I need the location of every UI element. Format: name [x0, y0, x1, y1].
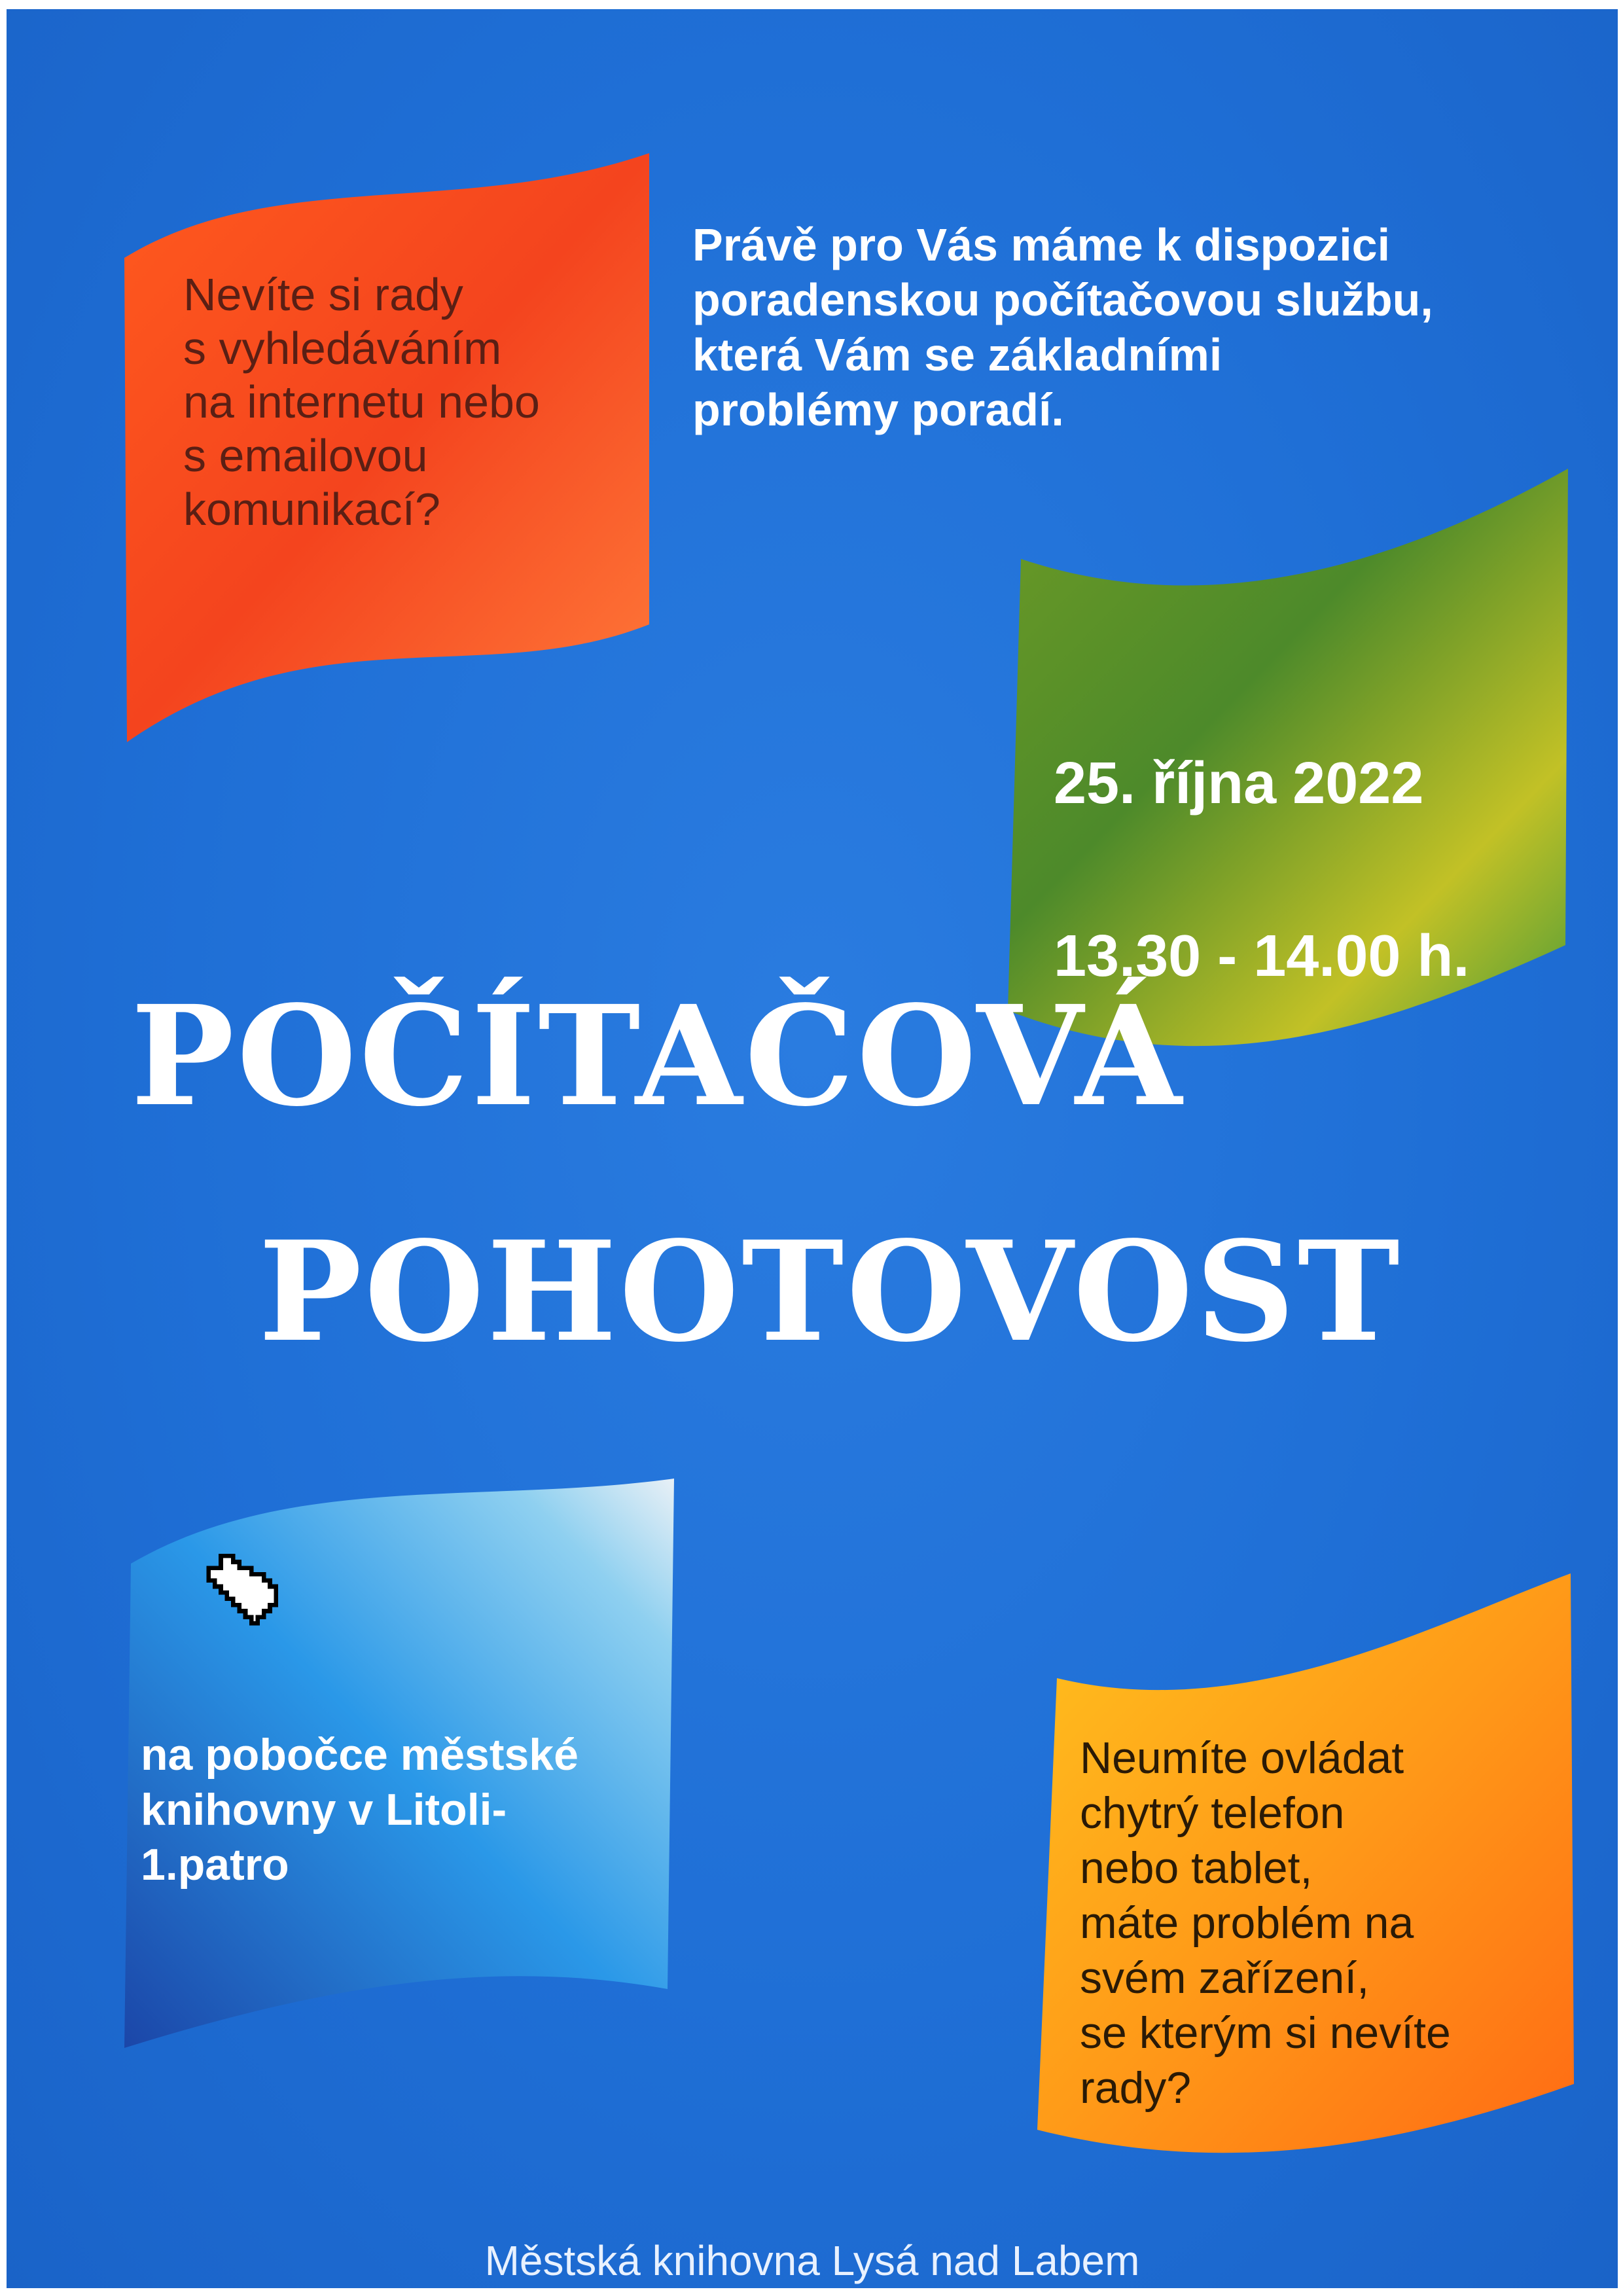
poster	[7, 9, 1618, 2288]
event-date: 25. října 2022	[1054, 751, 1424, 816]
footer-text: Městská knihovna Lysá nad Labem	[484, 2237, 1140, 2284]
orange-box-text: Neumíte ovládat chytrý telefon nebo tablet, máte problém na svém zařízení, se kterým si nevíte rady?	[1080, 1733, 1451, 2113]
title-line-2: POHOTOVOST	[259, 1211, 1402, 1372]
intro-text: Právě pro Vás máme k dispozici poradenskou počítačovou službu, která Vám se základními problémy poradí.	[692, 219, 1433, 435]
location-text: na pobočce městské knihovny v Litoli- 1.patro	[141, 1730, 579, 1890]
red-box-text: Nevíte si rady s vyhledáváním na internetu nebo s emailovou komunikací?	[183, 269, 540, 535]
hand-pointer-icon	[196, 1537, 294, 1636]
title-line-1: POČÍTAČOVÁ	[131, 975, 1185, 1137]
event-time: 13.30 - 14.00 h.	[1054, 924, 1470, 989]
